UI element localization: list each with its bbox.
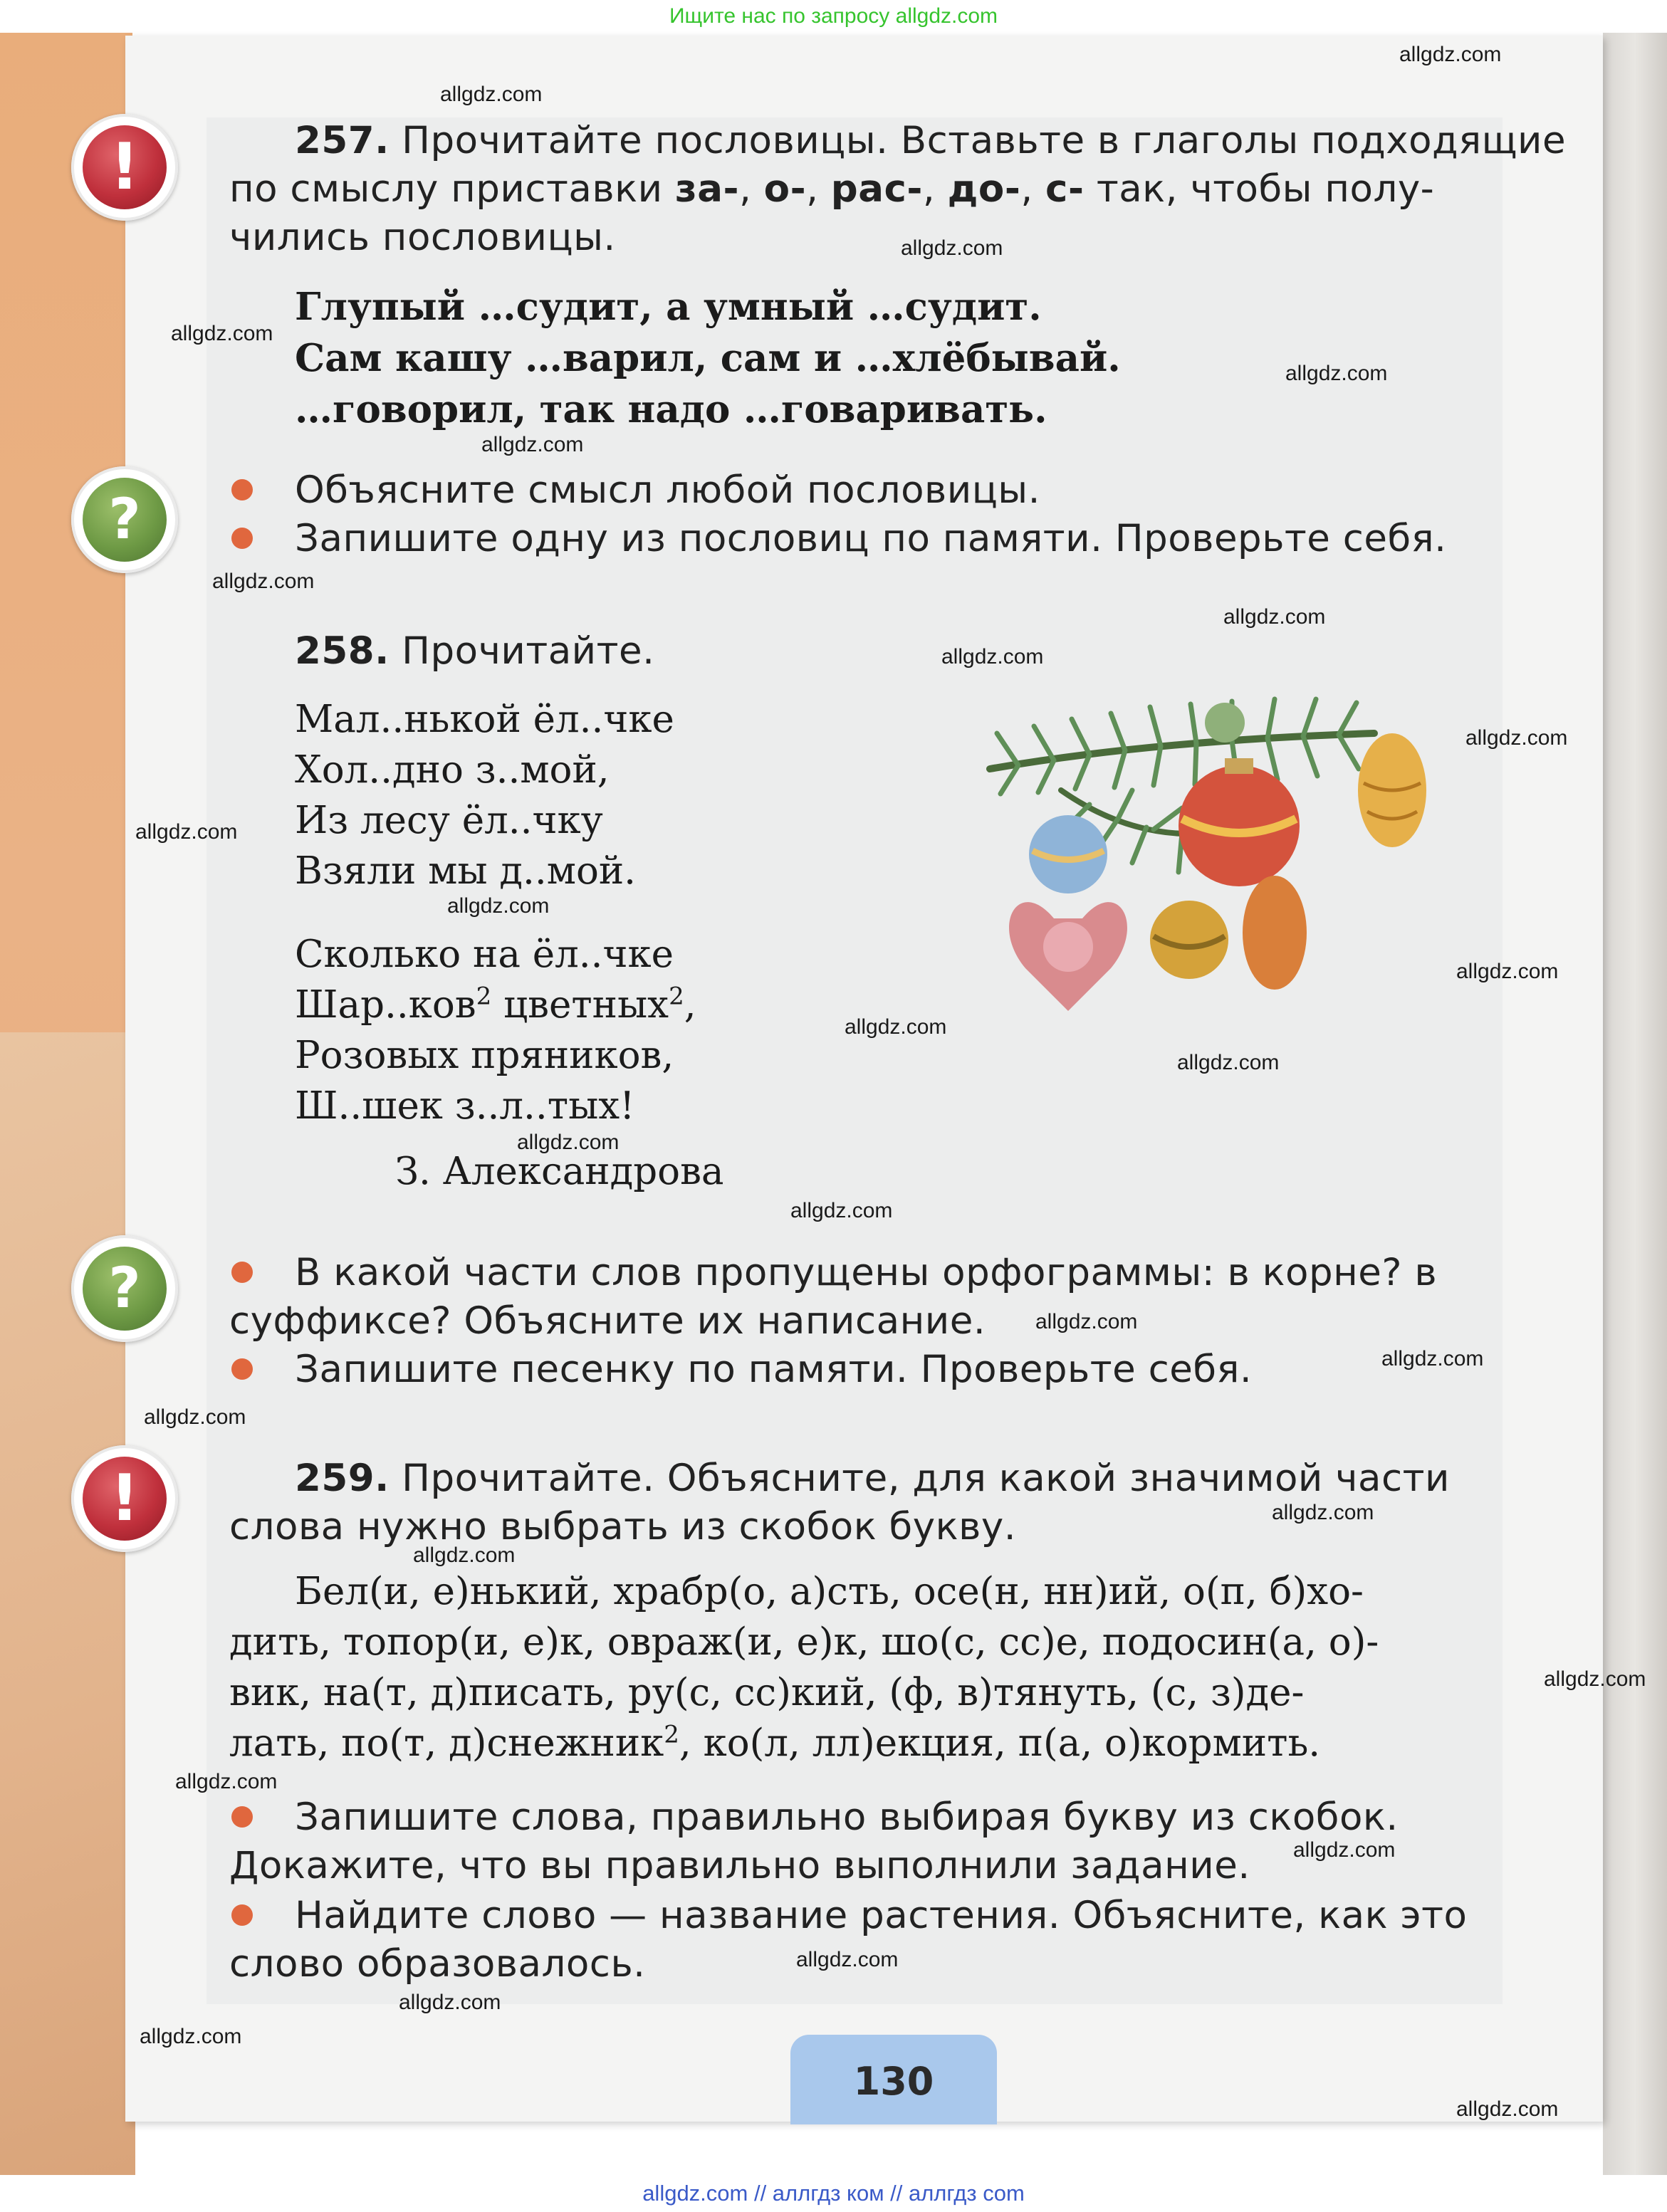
exercise-number: 258. — [295, 629, 390, 673]
question-icon: ? — [83, 478, 167, 562]
question-badge-icon — [71, 1235, 178, 1342]
watermark: allgdz.com — [440, 83, 543, 106]
bullet-dot — [231, 528, 253, 549]
watermark: allgdz.com — [447, 894, 550, 918]
task-text: суффиксе? Объясните их написание. — [229, 1299, 986, 1343]
ornament-cone-orange — [1243, 876, 1307, 990]
watermark: allgdz.com — [1456, 2097, 1559, 2121]
top-banner[interactable]: Ищите нас по запросу allgdz.com — [669, 4, 998, 28]
watermark: allgdz.com — [1293, 1838, 1396, 1862]
poem-line: Мал..нькой ёл..чке — [295, 698, 674, 741]
bottom-banner[interactable]: allgdz.com // аллгдз ком // аллгдз com — [642, 2181, 1025, 2206]
task-text: Запишите одну из пословиц по памяти. Проверьте себя. — [295, 517, 1447, 560]
bullet-dot — [231, 479, 253, 500]
exclamation-icon: ! — [83, 125, 167, 209]
fir-branch-illustration — [976, 683, 1438, 1054]
page-number: 130 — [853, 2059, 934, 2104]
ornament-cone-yellow — [1358, 733, 1426, 847]
ex257-line1: 257. Прочитайте пословицы. Вставьте в глаголы подходящие — [295, 119, 1567, 162]
poem-line: Взяли мы д..мой. — [295, 849, 637, 893]
watermark: allgdz.com — [1272, 1501, 1374, 1524]
word-list-line: Бел(и, е)нький, храбр(о, а)сть, осе(н, нн)ий, о(п, б)хо- — [295, 1570, 1364, 1613]
exercise-number: 259. — [295, 1457, 390, 1500]
question-icon: ? — [83, 1247, 167, 1331]
question-badge-icon — [71, 466, 178, 573]
watermark: allgdz.com — [1399, 43, 1502, 66]
ex258-heading: 258. Прочитайте. — [295, 629, 655, 673]
watermark: allgdz.com — [941, 645, 1044, 669]
task-text: В какой части слов пропущены орфограммы: в корне? в — [295, 1251, 1438, 1294]
poem-author: З. Александрова — [395, 1150, 724, 1193]
watermark: allgdz.com — [135, 820, 238, 844]
watermark: allgdz.com — [1285, 362, 1388, 385]
watermark: allgdz.com — [1177, 1051, 1280, 1074]
task-text: слово образовалось. — [229, 1942, 646, 1986]
poem-line: Из лесу ёл..чку — [295, 799, 603, 842]
task-text: Докажите, что вы правильно выполнили задание. — [229, 1844, 1250, 1887]
watermark: allgdz.com — [901, 236, 1003, 260]
word-list-line: лать, по(т, д)снежник$^2$, ко(л, лл)екция, п(а, о)кормить. — [229, 1720, 1321, 1765]
ornament-blue-ball — [1029, 815, 1107, 893]
watermark: allgdz.com — [790, 1199, 893, 1222]
bullet-dot — [231, 1262, 253, 1283]
poem-line: Хол..дно з..мой, — [295, 748, 610, 792]
left-margin-background-lower — [0, 1032, 135, 2175]
watermark: allgdz.com — [1456, 960, 1559, 983]
bullet-dot — [231, 1904, 253, 1926]
exclamation-icon: ! — [83, 1457, 167, 1541]
watermark: allgdz.com — [413, 1543, 516, 1567]
watermark: allgdz.com — [212, 570, 315, 593]
word-list-line: дить, топор(и, е)к, овраж(и, е)к, шо(с, сс)е, подосин(а, о)- — [229, 1620, 1379, 1664]
watermark: allgdz.com — [1544, 1667, 1646, 1691]
word-list-line: вик, на(т, д)писать, ру(с, сс)кий, (ф, в)тянуть, (с, з)де- — [229, 1671, 1305, 1714]
task-text: Запишите песенку по памяти. Проверьте себя. — [295, 1348, 1253, 1391]
attention-badge-icon — [71, 1445, 178, 1552]
proverb-line: Сам кашу …варил, сам и …хлёбывай. — [295, 336, 1121, 380]
watermark: allgdz.com — [140, 2025, 242, 2048]
ex257-line3: чились пословицы. — [229, 216, 616, 259]
page-right-edge — [1603, 33, 1667, 2175]
bullet-dot — [231, 1806, 253, 1828]
task-text: Найдите слово — название растения. Объясните, как это — [295, 1894, 1468, 1937]
poem-line: Шар..ков$^2$ цветных$^2$, — [295, 982, 696, 1027]
ex257-line2: по смыслу приставки за-, о-, рас-, до-, с- так, чтобы полу- — [229, 167, 1435, 211]
exercise-number: 257. — [295, 119, 390, 162]
watermark: allgdz.com — [144, 1405, 246, 1429]
attention-badge-icon — [71, 114, 178, 221]
watermark: allgdz.com — [171, 322, 273, 345]
watermark: allgdz.com — [845, 1015, 947, 1039]
ex259-line1: 259. Прочитайте. Объясните, для какой значимой части — [295, 1457, 1450, 1500]
poem-line: Розовых пряников, — [295, 1034, 674, 1077]
task-text: Объясните смысл любой пословицы. — [295, 468, 1040, 512]
watermark: allgdz.com — [1035, 1310, 1138, 1333]
proverb-line: …говорил, так надо …говаривать. — [295, 387, 1047, 431]
ex259-line2: слова нужно выбрать из скобок букву. — [229, 1505, 1017, 1548]
watermark: allgdz.com — [517, 1131, 620, 1154]
watermark: allgdz.com — [175, 1770, 278, 1793]
watermark: allgdz.com — [1381, 1347, 1484, 1370]
poem-line: Ш..шек з..л..тых! — [295, 1084, 635, 1128]
ornament-gold-ball — [1150, 901, 1228, 979]
watermark: allgdz.com — [1223, 605, 1326, 629]
poem-line: Сколько на ёл..чке — [295, 933, 674, 976]
ornament-pink-heart — [1009, 902, 1127, 1011]
watermark: allgdz.com — [1465, 726, 1568, 750]
watermark: allgdz.com — [399, 1991, 501, 2014]
bullet-dot — [231, 1358, 253, 1380]
proverb-line: Глупый …судит, а умный …судит. — [295, 285, 1042, 329]
task-text: Запишите слова, правильно выбирая букву из скобок. — [295, 1796, 1399, 1839]
watermark: allgdz.com — [796, 1948, 899, 1971]
watermark: allgdz.com — [481, 433, 584, 456]
